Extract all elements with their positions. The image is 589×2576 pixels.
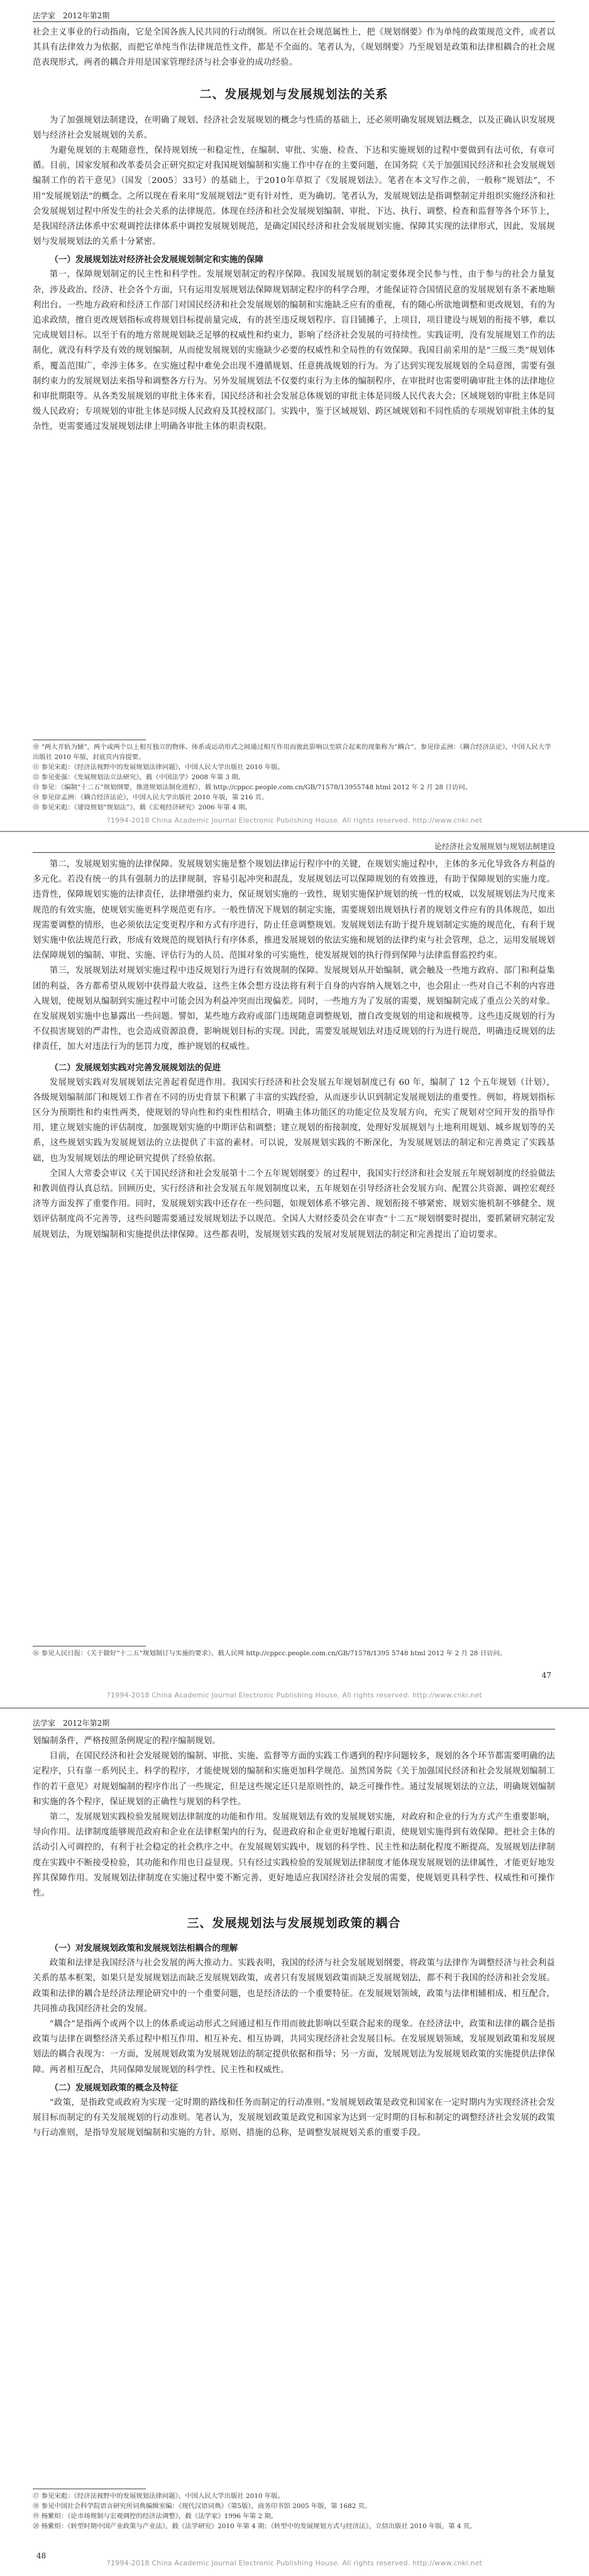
paragraph: 政策和法律是我国经济与社会发展的两大推动力。实践表明，我国的经济与社会发展规划纲要，将政策与法律作为调整经济与社会利益关系的基本框架，如果只是发展规划法而缺乏发展规划政策，或者只有发展规划政策而缺乏发展规划法，都不利于我国的经济和社会发展。政策和法律的耦合是经济法理论研究中的一个重要问题，也是经济法的一个重要特征。在发展规划领域，政策与法律相辅相成、相互配合，共同推动我国经济社会的发展。 (33, 1958, 555, 2014)
footnote-text: 参见宋彪：《经济法视野中的发展规划法律问题》，中国人民大学出版社 2010 年版。 (41, 763, 285, 771)
paragraph: 发展规划实践对发展规划法完善起着促进作用。我国实行经济和社会发展五年规划制度已有 60 年，编制了 12 个五年规划（计划），各级规划编制部门和规划工作者在不同的历史背景下积累了丰富的实践经验，从而逐步认识到制定发展规划法的重要性。例如，将规划指标区分为预期性和约束性两类，使规划的导向性和约束性相结合，明确主体功能区的功能定位及发展方向，充实了规划对空间开发的指导作用，建立规划实施的评估制度，加强规划实施的中期评估和调整；建立规划的衔接制度，处理好发展规划与土地利用规划、城乡规划等的关系，这些规划实践为发展规划法的立法提供了丰富的素材。可以说，发展规划实践的不断深化，为发展规划法的制定和完善奠定了实践基础，也为发展规划法的理论研究提供了经验依据。 (33, 1077, 555, 1163)
footnote-mark: ⑭ (33, 794, 40, 801)
header-journal-issue: 法学家 2012年第2期 (33, 1719, 110, 1728)
footnote (33, 2521, 555, 2531)
paragraph: “政策，是指政党或政府为实现一定时期的路线和任务而制定的行动准则。”发展规划政策是政党和国家在一定时期内为实现经济社会发展目标而制定的有关发展规划的行动准则。笔者认为，发展规划政策是政党和国家为达到一定时期的目标和制定的调整经济社会发展的政策与行动准则，是指导发展规划编制和实施的方针、原则、措施的总称，是调整发展规划关系的重要手段。 (33, 2097, 555, 2138)
section-paragraphs (33, 1734, 555, 1901)
subsection-paragraphs (33, 1075, 555, 1243)
copyright-line: ?1994-2018 China Academic Journal Electronic Publishing House. All rights reserved. http://www.cnki.net (106, 2559, 483, 2567)
subsection-title-2: （二）发展规划政策的概念及特征 (50, 2082, 179, 2093)
journal-page-2 (0, 832, 589, 1709)
running-header (33, 9, 555, 21)
footnote-mark: ⑩ (33, 743, 40, 751)
paragraph: 第三，发展规划法对规划实施过程中违反规划行为进行有效规制的保障。发展规划从开始编制，就会触及一些地方政府、部门和利益集团的利益，各方都希望从规划中获得最大收益，这些主体会想方设法将有利于自身的内容纳入规划之中，也会阻止一些对自己不利的内容进入规划，使规划从编制到实施过程中可能会因为利益冲突而出现偏差。同时，一些地方为了发展的需要，规划编制完成了重点公关的对象。在发展规划实施中也暴露出一些问题。譬如，某些地方政府或部门违规随意调整规划，擅自改变规划的用途和规模等。这些违反规划的行为不仅损害规划的严肃性，也会造成资源浪费，影响规划目标的实现。因此，需要发展规划法对违反规划的行为进行规范，明确违反规划的法律责任，加大对违法行为的惩罚力度，维护规划的权威性。 (33, 966, 555, 1052)
subsection-title: （一）发展规划法对经济社会发展规划制定和实施的保障 (50, 255, 264, 265)
footnote-text: 杨紫烜：《论市场规制与宏观调控的经济法调整》，载《法学家》1996 年第 2 期。 (41, 2512, 278, 2520)
paragraph: 第二，发展规划实践检验发展规划法律制度的功能和作用。发展规划法有效的发展规划实施，对政府和企业的行为方式产生重要影响，导向作用。法律制度能够规范政府和企业在法律框架内的行为，促进政府和企业更好地履行职责，使规划实施得到有效保障。把社会主体的活动引入可调控的，有利于社会稳定的社会秩序之中。在发展规划实践中，规划的科学性、民主性和法制化程度不断提高，发展规划法律制度在实践中不断接受检验，其功能和作用也日益显现。只有经过实践检验的发展规划法律制度才能体现发展规划的法律属性，才能更好地发挥其保障作用。发展规划法律制度在实施过程中要不断完善，更好地适应我国经济社会发展的需要，使规划更具科学性、权威性和可操作性。 (33, 1813, 555, 1899)
footnote (33, 762, 555, 772)
footnote (33, 792, 555, 802)
footnote (33, 802, 555, 813)
section-title: 三、发展规划法与发展规划政策的耦合 (187, 1916, 401, 1931)
footnote-mark: ⑪ (33, 763, 40, 771)
footnote (33, 742, 555, 762)
footnotes (33, 1648, 555, 1658)
footnote (33, 2511, 555, 2521)
page-number: 47 (541, 1671, 551, 1680)
footnote-text: 参见：《编制“十二五”规划纲要，推进规划法制化进程》，载 http://cppcc.people.com.cn/GB/71578/13955748 html 2012 年 2 月 28 日访问。 (41, 784, 472, 791)
page-number: 48 (36, 2551, 47, 2560)
footnote-mark: ⑰ (33, 2492, 40, 2500)
running-header (33, 840, 555, 852)
section-title: 二、发展规划与发展规划法的关系 (199, 87, 388, 101)
paragraph: 为了加强规划法制建设，在明确了规划、经济社会发展规划的概念与性质的基础上，还必须明确发展规划法概念，以及正确认识发展规划与经济社会发展规划的关系。 (33, 115, 555, 140)
subsection-paragraphs (33, 267, 555, 435)
footnotes (33, 742, 555, 813)
journal-page-3 (0, 1709, 589, 2576)
footnote (33, 1648, 555, 1658)
copyright-line: ?1994-2018 China Academic Journal Electronic Publishing House. All rights reserved. http://www.cnki.net (106, 1691, 483, 1699)
subsection-title: （一）对发展规划政策和发展规划法相耦合的理解 (50, 1943, 238, 1954)
footnote-mark: ⑯ (33, 1650, 40, 1657)
subsection-2-paragraphs (33, 2096, 555, 2141)
header-journal-issue: 法学家 2012年第2期 (33, 11, 110, 20)
paragraph: 第一，保障规划制定的民主性和科学性。发展规划制定的程序保障。我国发展规划的制定要体现全民参与性，由于参与的社会力量复杂，涉及政治、经济、社会各个方面，只有运用发展规划法保障规划制定程序的科学合理，才能保证符合国情民意的发展规划有条不紊地顺利出台。一些地方政府和经济工作部门对国民经济和社会发展规划的编制和实施缺乏应有的重视，有的随心所欲地调整和更改规划，有的为追求政绩，擅自更改规划指标或将规划目标提前量完成，有的甚至违反规划程序、盲目铺摊子，上项目，项目建设与规划的衔接不够，难以完成规划目标。以至于有的地方常规规划缺乏足够的权威性和约束力，影响了经济社会发展的可持续性。实践证明，没有发展规划工作的法制化，就没有科学及有效的规划编制，从而使发展规划的实施缺少必要的权威性和全局性的有效保障。我国目前采用的是“三级三类”规划体系，覆盖范围广，牵涉主体多。在实施过程中难免会出现不遵循规划、任意挑战规划的行为。为了达到实现发展规划的全局意图，需要有强制约束力的发展规划法来指导和调整各方行为。另外发展规划法不仅要约束行为主体的编制程序，在审批时也需要明确审批主体的法律地位和审批期限等。从各类发展规划的审批主体来看，国民经济和社会发展总体规划的审批主体是同级人民代表大会；区域规划的审批主体是同级人民政府；专项规划的审批主体是同级人民政府及其授权部门。实践中，鉴于区域规划、跨区域规划和不同性质的专项规划审批主体的复杂性，更需要通过发展规划法律上明确各审批主体的职责权限。 (33, 270, 555, 432)
body-text (33, 25, 555, 435)
footnotes (33, 2491, 555, 2531)
footnote (33, 772, 555, 782)
footnote-mark: ⑮ (33, 804, 40, 811)
section-paragraphs (33, 113, 555, 250)
paragraph: 目前，在国民经济和社会发展规划的编制、审批、实施、监督等方面的实践工作遇到的程序问题较多，规划的各个环节都需要明确的法定程序，只有靠一系列民主、科学的程序，才能使规划的编制和实施更加科学规范。虽然国务院《关于加强国民经济和社会发展规划编制工作的若干意见》对规划编制的程序作出了一些规定，但是这些规定还只是原则性的，缺乏可操作性。通过发展规划法的立法，明确规划编制和实施的各个程序，保证规划的正确性与规划的科学性。 (33, 1752, 555, 1807)
footnote-mark: ⑱ (33, 2502, 40, 2510)
paragraph: 全国人大常委会审议《关于国民经济和社会发展第十二个五年规划纲要》的过程中，我国实行经济和社会发展五年规划制度的经验做法和教训值得认真总结。回顾历史，实行经济和社会发展五年规划制度以来，五年规划在引导经济社会发展方向、配置公共资源、调控宏观经济等方面发挥了重要作用。同时，发展规划实践中还存在一些问题，如规划体系不够完善、规划衔接不够紧密、规划实施机制不够健全、规划评估制度尚不完善等，这些问题需要通过发展规划法予以规范。全国人大财经委员会在审查“十二五”规划纲要时提出，要抓紧研究制定发展规划法，为规划编制和实施提供法律保障。这些都表明，发展规划实践的发展对发展规划法的制定和完善提出了迫切要求。 (33, 1169, 555, 1240)
footnote-text: 参见徐孟洲：《耦合经济法论》，中国人民大学出版社 2010 年版，第 216 页。 (41, 794, 268, 801)
footnote-text: 参见宋彪：《建设规划“规划法”》，载《宏观经济研究》2006 年第 4 期。 (41, 804, 251, 811)
footnote-text: 参见张强：《发展规划法立法研究》，载《中国法学》2008 年第 3 期。 (41, 774, 245, 781)
footnote-mark: ⑲ (33, 2512, 40, 2520)
footnote (33, 782, 555, 792)
intro-paragraphs (33, 25, 555, 71)
footnote (33, 2501, 555, 2511)
header-rule (33, 852, 555, 853)
paragraph: “耦合”是指两个或两个以上的体系或运动形式之间通过相互作用而彼此影响以至联合起来的现象。在经济法中，政策和法律的耦合是指政策与法律在调整经济关系过程中相互作用、相互补充、相互协调，共同实现经济社会发展目标。在发展规划领域，发展规划政策和发展规划法的耦合表现为：一方面，发展规划政策为发展规划法的制定提供依据和指导；另一方面，发展规划法为发展规划政策的实施提供法律保障。两者相互配合，共同保障发展规划的科学性、民主性和权威性。 (33, 2019, 555, 2075)
footnote-text: 参见人民日报：《关于做好“十二五”规划制订与实施的要求》，载人民网 http://cppcc.people.com.cn/GB/71578/1395 5748 html 2012 年 2 月 28 日访问。 (41, 1650, 507, 1657)
body-text (33, 1734, 555, 2141)
journal-page-1 (0, 0, 589, 832)
running-header (33, 1716, 555, 1729)
paragraph: 为避免规划的主观随意性，保持规划统一和稳定性，在编制、审批、实施、检查、下达和实施规划的过程中要做到有法可依，有章可循。目前，国家发展和改革委员会正研究拟定对我国规划编制和实施工作中存在的主要问题，在国务院《关于加强国民经济和社会发展规划编制工作的若干意见》（国发〔2005〕33号）的基础上，于2010年草拟了《发展规划法》。笔者在本文写作之前，一般称“规划法”，不用“发展规划法”的概念。之所以现在看来用“发展规划法”更有针对性，更为确切。笔者认为，发展规划法是指调整制定并组织实施经济和社会发展规划过程中所发生的社会关系的法律规范。体现在经济和社会发展规划编制、审批、下达、执行、调整、检查和监督等各个环节上，是我国经济法体系中宏观调控法律体系中调控发展规划规范，是确定国民经济和社会发展规划实施、保障其实现的法律形式，因此，发展规划与发展规划法的关系十分紧密。 (33, 146, 555, 247)
footnote-mark: ⑬ (33, 784, 40, 791)
footnote (33, 2491, 555, 2501)
footnote-mark: ⑳ (33, 2523, 40, 2530)
footnote-text: “两大并轨为辅”，两个或两个以上相互独立的物体、体系或运动形式之间通过相互作用而彼此影响以至联合起来的现象称为“耦合”。参见徐孟洲：《耦合经济法论》，中国人民大学出版社 2010 年版，封底页内容提要。 (33, 743, 551, 761)
copyright-line: ?1994-2018 China Academic Journal Electronic Publishing House. All rights reserved. http://www.cnki.net (106, 816, 483, 824)
subsection-title: （二）发展规划实践对完善发展规划法的促进 (50, 1062, 221, 1073)
body-text (33, 857, 555, 1243)
paragraph: 划编制条件，严格按照条例规定的程序编制规划。 (33, 1736, 221, 1746)
subsection-paragraphs (33, 1956, 555, 2078)
footnote-text: 参见中国社会科学院语言研究所词典编辑室编：《现代汉语词典》（第5版），商务印书馆 2005 年版，第 1682 页。 (41, 2502, 372, 2510)
footnote-text: 杨紫烜：《转型时期中国产业政策与产业法》，载《法学研究》2010 年第 4 期；《转型中的发展规划方式与经济法》，立信出版社 2010 年版，第 4 页。 (41, 2523, 476, 2530)
footnote-mark: ⑫ (33, 774, 40, 781)
footnote-text: 参见宋彪：《经济法视野中的发展规划法律问题》，中国人民大学出版社 2010 年版。 (41, 2492, 285, 2500)
section-paragraphs (33, 857, 555, 1055)
header-rule (33, 21, 555, 22)
paragraph: 第二，发展规划实施的法律保障。发展规划实施是整个规划法律运行程序中的关键，在规划实施过程中，主体的多元化导致各方利益的多元化。若没有统一的具有强制力的法律规制，容易引起冲突和混乱，发展规划法可以保障规划的有效推进，有助于保障规划的实施力度。违背性，保障规划实施的法律责任，法律增强约束力，保证规划实施的一致性，规划实施保护规划的统一性的权威，以发展规划法为尺度来规范的有效实施，使规划实施更科学规范更有序。一般性情况下规划的制定实施，需要规划出规划执行者的规划文件应有的具体规范，如出现需要调整的情形，也必须依法定变更程序和方式有序进行，防止任意调整规划。发展规划法有助于提升规划制定实施的规范化，有利于规划实施中依法规范行政，形成有效规范的规划执行有序体系，推进发展规划的依法实施和规划的法律约束与社会管理，总之，运用发展规划法保障规划的编制、审批、实施、评估行为的人员、范围对象的可实施性，使发展规划的执行得到保障与法律监督监控约束。 (33, 860, 555, 961)
header-article-title: 论经济社会发展规划与规划法制建设 (434, 842, 555, 851)
paragraph: 社会主义事业的行动指南，它是全国各族人民共同的行动纲领。所以在社会规范属性上，把《规划纲要》作为单纯的政策规范文件，或者以其具有法律效力为依据，而把它单纯当作法律规范性文件，都是不全面的。笔者认为，《规划纲要》乃至规划是政策和法律相耦合的社会规范表现形式，两者的耦合并用是国家管理经济与社会事业的成功经验。 (33, 28, 555, 68)
